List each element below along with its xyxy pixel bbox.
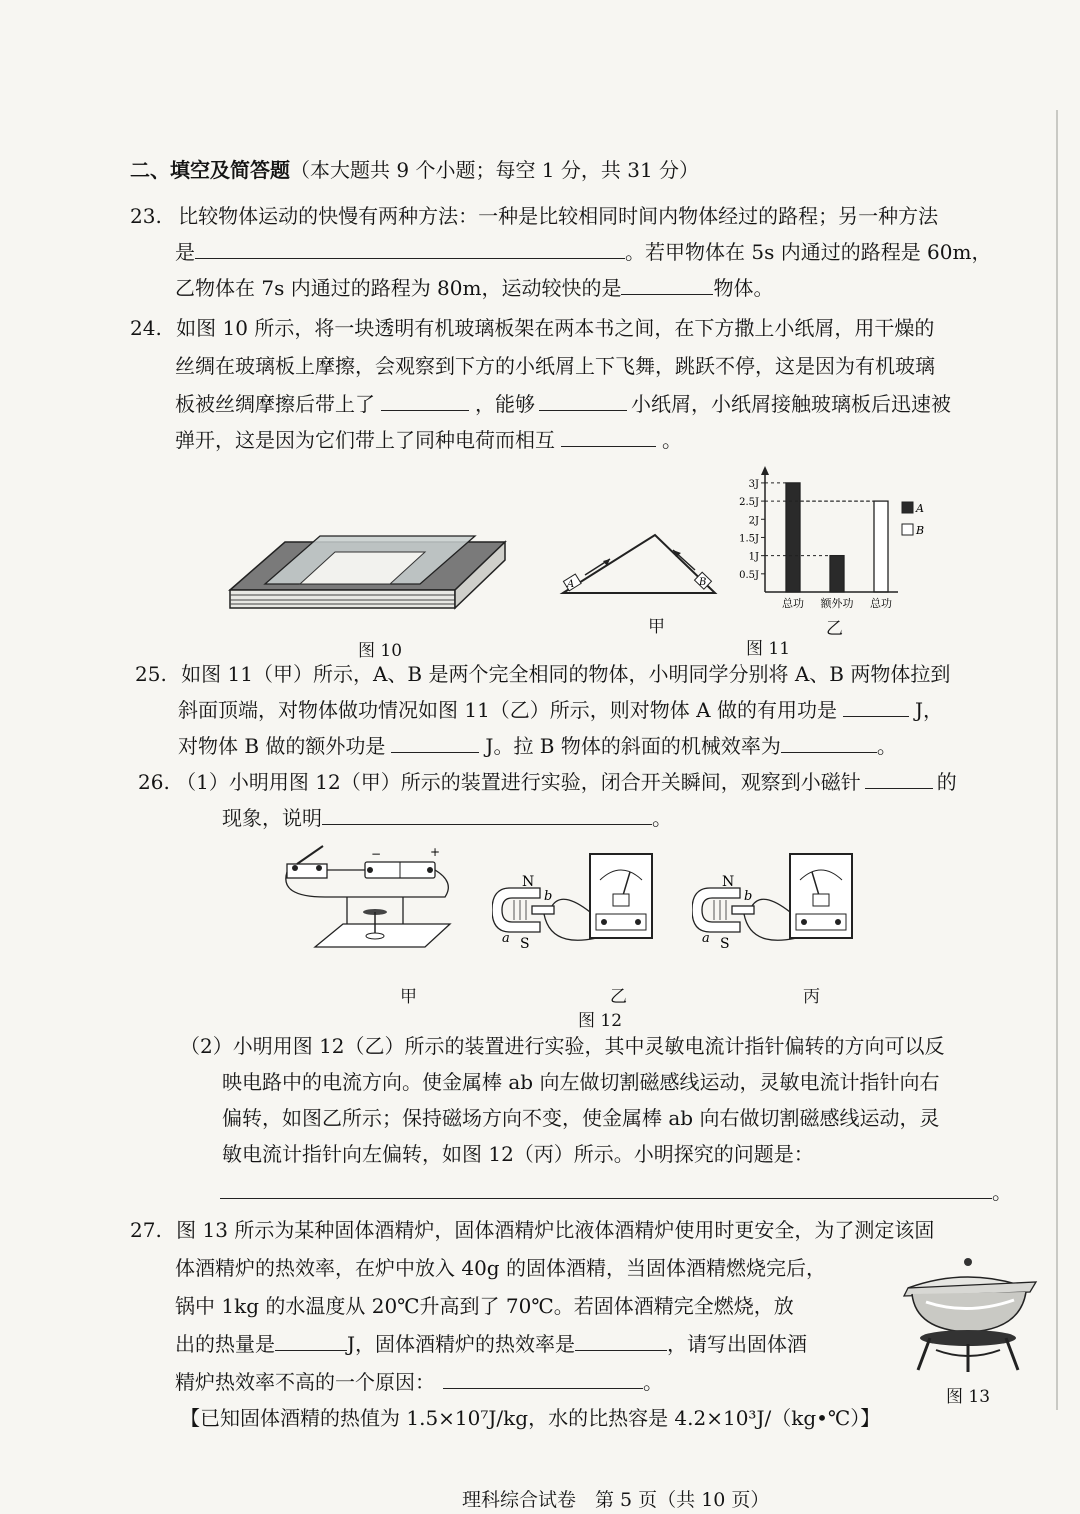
q25-text: 如图 11（甲）所示，A、B 是两个完全相同的物体，小明同学分别将 A、B 两物体拉到 <box>181 662 951 686</box>
figure-12-yi-induction <box>492 850 662 960</box>
q24-text: 。 <box>662 428 682 452</box>
section-note: （本大题共 9 个小题；每空 1 分，共 31 分） <box>290 158 700 182</box>
x-category-label: 总功 <box>782 597 804 610</box>
q26-part2-line3: 偏转，如图乙所示；保持磁场方向不变，使金属棒 ab 向右做切割磁感线运动，灵 <box>222 1106 940 1130</box>
bar-A-0 <box>786 483 800 592</box>
q25-text: J。拉 B 物体的斜面的机械效率为 <box>485 734 781 758</box>
q25-line2 <box>178 696 943 724</box>
figure-12-jia-label: 甲 <box>400 987 417 1007</box>
q26-part2-answer-line <box>220 1178 1012 1206</box>
section-heading <box>130 156 699 184</box>
q27-text: J，固体酒精炉的热效率是 <box>347 1332 576 1356</box>
bar-A-1 <box>830 556 844 592</box>
svg-text:a: a <box>502 931 510 946</box>
q27-given-values: 【已知固体酒精的热值为 1.5×10⁷J/kg，水的比热容是 4.2×10³J/（kg•℃）】 <box>180 1406 881 1430</box>
q24-number: 24. <box>130 316 162 340</box>
q27-line2: 体酒精炉的热效率，在炉中放入 40g 的固体酒精，当固体酒精燃烧完后， <box>175 1256 826 1280</box>
q23-line3 <box>175 274 773 302</box>
q27-line1 <box>130 1216 934 1244</box>
q23-blank-1[interactable] <box>195 238 625 259</box>
q24-text: 板被丝绸摩擦后带上了 <box>175 392 375 416</box>
q23-text: 乙物体在 7s 内通过的路程为 80m，运动较快的是 <box>175 276 622 300</box>
q23-line1 <box>130 202 938 230</box>
figure-12-bing-induction <box>692 850 862 960</box>
svg-text:N: N <box>522 874 535 890</box>
q25-text: 对物体 B 做的额外功是 <box>178 734 386 758</box>
q23-blank-2[interactable] <box>621 274 713 295</box>
q24-blank-2[interactable] <box>539 390 627 411</box>
y-tick-label: 1J <box>748 551 759 563</box>
q26-blank-2[interactable] <box>322 804 652 825</box>
x-category-label: 额外功 <box>820 597 854 610</box>
q27-text: 出的热量是 <box>175 1332 275 1356</box>
q25-line1 <box>135 660 950 688</box>
figure-13-alcohol-stove <box>896 1252 1044 1377</box>
q23-number: 23. <box>130 204 162 228</box>
svg-text:B: B <box>699 577 707 588</box>
q26-part2-line2: 映电路中的电流方向。使金属棒 ab 向左做切割磁感线运动，灵敏电流计指针向右 <box>222 1070 940 1094</box>
q23-text: 比较物体运动的快慢有两种方法：一种是比较相同时间内物体经过的路程；另一种方法 <box>178 204 939 228</box>
figure-11-yi-label: 乙 <box>826 619 843 639</box>
figure-11-bar-chart <box>720 462 950 637</box>
q26-part2-line4: 敏电流计指针向左偏转，如图 12（丙）所示。小明探究的问题是： <box>222 1142 814 1166</box>
svg-text:+: + <box>430 845 441 859</box>
bar-B-2 <box>874 501 888 592</box>
q27-text: ，请写出固体酒 <box>667 1332 808 1356</box>
q24-line1 <box>130 314 934 342</box>
figure-12-bing-label: 丙 <box>803 987 820 1007</box>
q24-blank-3[interactable] <box>561 426 656 447</box>
q27-blank-2[interactable] <box>575 1330 667 1351</box>
q26-part2-line1: （2）小明用图 12（乙）所示的装置进行实验，其中灵敏电流计指针偏转的方向可以反 <box>180 1034 945 1058</box>
q26-part1-line1 <box>138 768 957 796</box>
q25-blank-2[interactable] <box>391 732 479 753</box>
q25-blank-3[interactable] <box>781 732 877 753</box>
q25-number: 25. <box>135 662 167 686</box>
q26-text: 的 <box>936 770 957 794</box>
page-footer: 理科综合试卷 第 5 页（共 10 页） <box>462 1489 770 1511</box>
q25-text: 斜面顶端，对物体做功情况如图 11（乙）所示，则对物体 A 做的有用功是 <box>178 698 837 722</box>
q24-blank-1[interactable] <box>381 390 469 411</box>
figure-13-caption: 图 13 <box>946 1387 991 1407</box>
y-tick-label: 0.5J <box>739 569 759 581</box>
q23-text: 是 <box>175 240 195 264</box>
q26-text: 。 <box>652 806 672 830</box>
section-title: 二、填空及简答题 <box>130 158 290 182</box>
q23-text: 。若甲物体在 5s 内通过的路程是 60m， <box>625 240 992 264</box>
y-tick-label: 2.5J <box>739 497 759 509</box>
figure-11-caption: 图 11 <box>746 639 791 659</box>
legend-label-B: B <box>916 524 925 537</box>
figure-12-yi-label: 乙 <box>610 987 627 1007</box>
q27-blank-1[interactable] <box>275 1330 347 1351</box>
q24-line4 <box>175 426 682 454</box>
y-axis-arrow <box>761 466 769 475</box>
q27-line3: 锅中 1kg 的水温度从 20℃升高到了 70℃。若固体酒精完全燃烧，放 <box>175 1294 794 1318</box>
q24-text: ，能够 <box>475 392 535 416</box>
x-category-label: 总功 <box>870 597 892 610</box>
svg-text:S: S <box>520 936 530 952</box>
svg-text:A: A <box>567 579 575 590</box>
q24-text: 小纸屑，小纸屑接触玻璃板后迅速被 <box>631 392 951 416</box>
svg-text:b: b <box>544 889 553 904</box>
q26-blank-1[interactable] <box>865 768 933 789</box>
q24-line2: 丝绸在玻璃板上摩擦，会观察到下方的小纸屑上下飞舞，跳跃不停，这是因为有机玻璃 <box>175 354 935 378</box>
q27-text: 。 <box>643 1370 663 1394</box>
y-tick-label: 3J <box>748 478 759 490</box>
legend-swatch-B <box>902 524 913 535</box>
q25-line3 <box>178 732 897 760</box>
q26-text: 现象，说明 <box>222 806 322 830</box>
figure-11-jia-label: 甲 <box>648 617 665 637</box>
q26-blank-3[interactable] <box>220 1178 992 1199</box>
q27-line4 <box>175 1330 807 1358</box>
q26-text: （1）小明用图 12（甲）所示的装置进行实验，闭合开关瞬间，观察到小磁针 <box>176 770 861 794</box>
q27-line5 <box>175 1368 663 1396</box>
figure-11-incline <box>555 525 725 600</box>
q24-text: 弹开，这是因为它们带上了同种电荷而相互 <box>175 428 555 452</box>
figure-12-jia-oersted <box>275 842 470 962</box>
q24-text: 如图 10 所示，将一块透明有机玻璃板架在两本书之间，在下方撒上小纸屑，用干燥的 <box>176 316 935 340</box>
q26-part1-line2 <box>222 804 672 832</box>
figure-12-caption: 图 12 <box>578 1011 623 1031</box>
y-tick-label: 2J <box>748 515 759 527</box>
svg-text:b: b <box>744 889 753 904</box>
q25-text: J， <box>914 698 943 722</box>
q27-text: 精炉热效率不高的一个原因： <box>175 1370 435 1394</box>
svg-text:N: N <box>722 874 735 890</box>
legend-label-A: A <box>916 502 924 515</box>
q23-line2 <box>175 238 991 266</box>
figure-10-illustration <box>225 520 510 620</box>
svg-text:a: a <box>702 931 710 946</box>
figure-10-caption: 图 10 <box>358 641 403 661</box>
svg-text:−: − <box>371 847 382 861</box>
q27-blank-3[interactable] <box>443 1368 643 1389</box>
q26-text: 。 <box>992 1180 1012 1204</box>
q27-number: 27. <box>130 1218 162 1242</box>
q23-text: 物体。 <box>713 276 774 300</box>
q24-line3 <box>175 390 951 418</box>
svg-text:S: S <box>720 936 730 952</box>
page-edge <box>1056 110 1058 1410</box>
legend-swatch-A <box>902 502 913 513</box>
q25-text: 。 <box>876 734 897 758</box>
q25-blank-1[interactable] <box>843 696 909 717</box>
q26-number: 26. <box>138 770 170 794</box>
q27-text: 图 13 所示为某种固体酒精炉，固体酒精炉比液体酒精炉使用时更安全，为了测定该固 <box>176 1218 935 1242</box>
y-tick-label: 1.5J <box>739 533 759 545</box>
